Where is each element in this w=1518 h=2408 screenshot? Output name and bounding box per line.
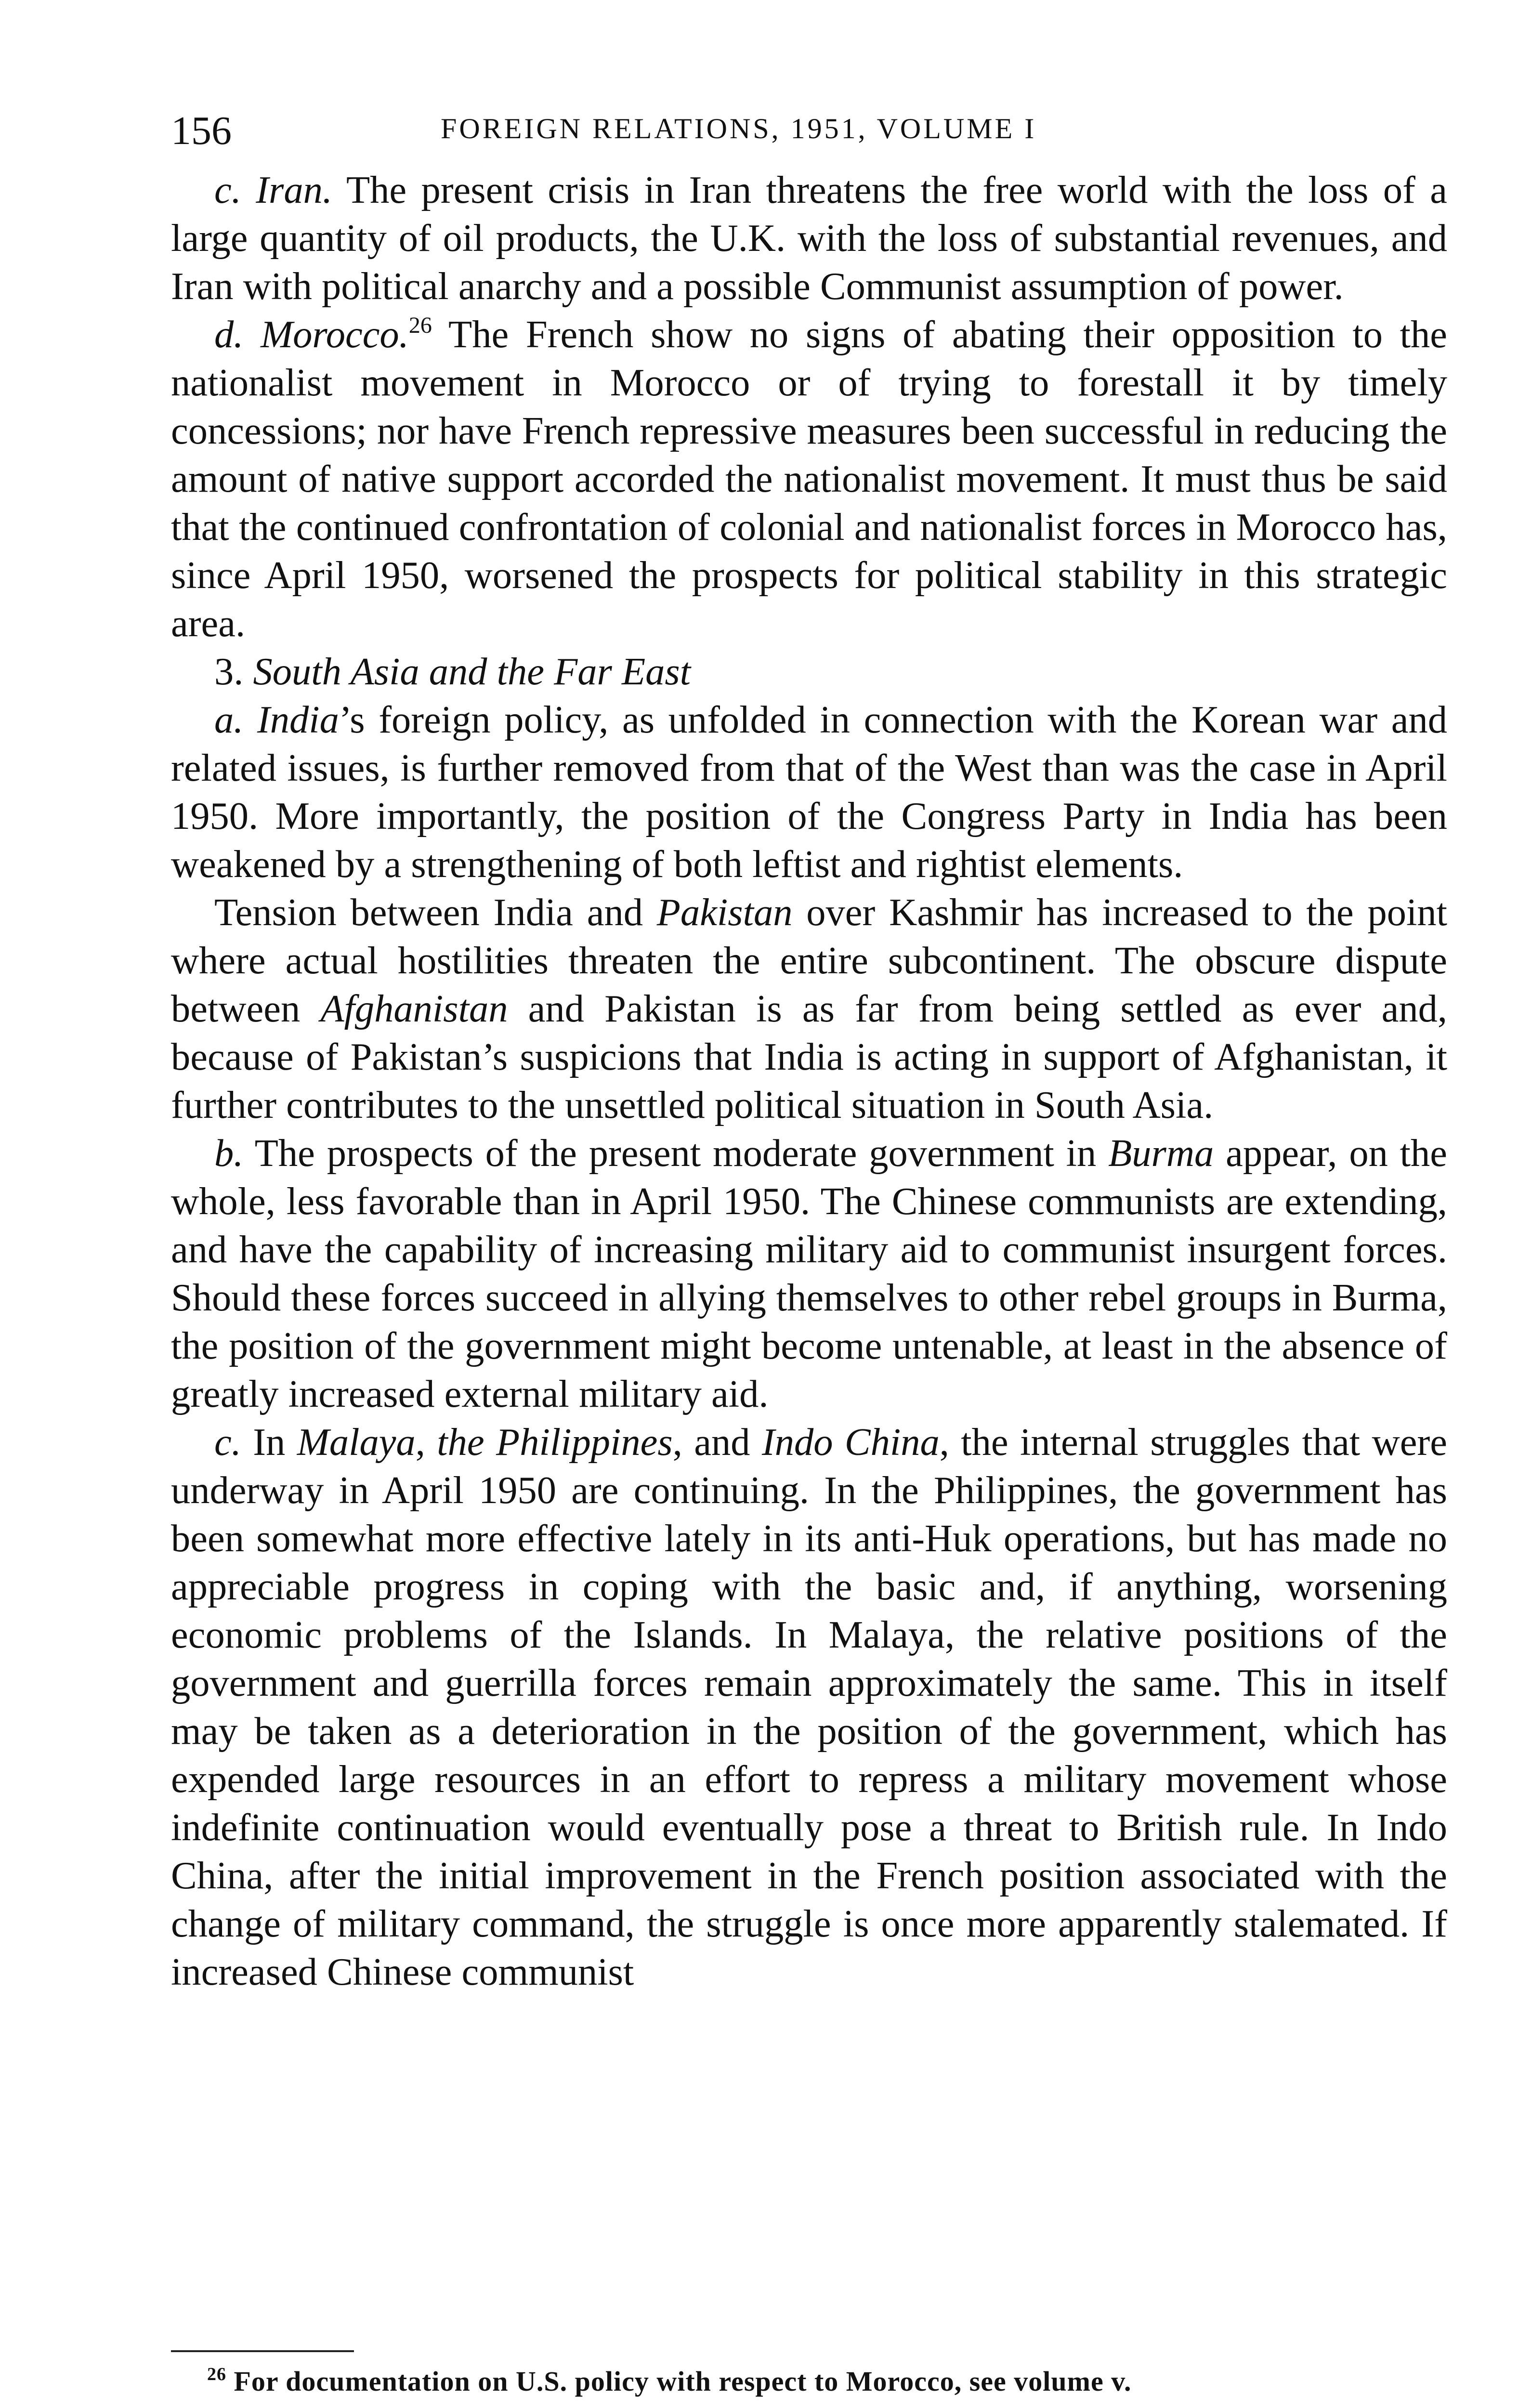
paragraph-southeast-asia: [171, 1418, 1447, 1996]
kashmir-text-3: and Pakistan is as far from being settled as ever and, because of Pakistan’s suspicions that India is acting in support of Afghanistan, it further contributes to the unsettled political situation in South Asia.: [171, 987, 1447, 1126]
footnote: [207, 2362, 1440, 2401]
burma-text-2: appear, on the whole, less favorable than in April 1950. The Chinese communists are extending, and have the capability of increasing military aid to communist insurgent forces. Should these forces succeed in allying themselves to other rebel groups in Burma, the position of the government might become untenable, at least in the absence of greatly increased external military aid.: [171, 1132, 1448, 1415]
paragraph-iran: [171, 166, 1447, 311]
india-text: ’s foreign policy, as unfolded in connection with the Korean war and related issues, is further removed from that of the West than was the case in April 1950. More importantly, the position of the Congress Party in India has been weakened by a strengthening of both leftist and rightist elements.: [171, 698, 1447, 886]
kashmir-text-2: over Kashmir has increased to the point where actual hostilities threaten the entire subcontinent. The obscure dispute between: [171, 891, 1448, 1030]
southeast-asia-text-2: , the internal struggles that were underway in April 1950 are continuing. In the Philippines, the government has been somewhat more effective lately in its anti-Huk operations, but has made no appreciable progress in coping with the basic and, if anything, worsening economic problems of the Islands. In Malaya, the relative positions of the government and guerrilla forces remain approximately the same. This in itself may be taken as a deterioration in the position of the government, which has expended large resources in an effort to repress a military movement whose indefinite continuation would eventually pose a threat to British rule. In Indo China, after the initial improvement in the French position associated with the change of military command, the struggle is once more apparently stalemated. If increased Chinese communist: [171, 1421, 1447, 1993]
iran-text: The present crisis in Iran threatens the free world with the loss of a large quantity of oil products, the U.K. with the loss of substantial revenues, and Iran with political anarchy and a possible Communist assumption of power.: [171, 169, 1447, 308]
paragraph-burma: [171, 1129, 1447, 1418]
paragraph-kashmir: [171, 889, 1447, 1129]
footnote-number: 26: [207, 2364, 226, 2384]
footnote-text: For documentation on U.S. policy with respect to Morocco, see volume v.: [226, 2366, 1132, 2397]
burma-label: b.: [214, 1132, 244, 1175]
running-head: FOREIGN RELATIONS, 1951, VOLUME I: [441, 113, 1037, 144]
burma-country: Burma: [1108, 1132, 1214, 1175]
page-header: [171, 99, 1447, 157]
separator-2: , and: [672, 1421, 762, 1464]
paragraph-morocco: [171, 311, 1447, 648]
india-label: a.: [214, 698, 244, 741]
malaya-country: Malaya: [297, 1421, 416, 1464]
body-text: [171, 166, 1447, 1996]
separator-1: ,: [415, 1421, 437, 1464]
section-heading-south-asia: [171, 648, 1447, 696]
southeast-asia-text-1: In: [241, 1421, 297, 1464]
paragraph-india: [171, 696, 1447, 889]
philippines-country: the Philippines: [437, 1421, 673, 1464]
burma-text-1: The prospects of the present moderate government in: [243, 1132, 1109, 1175]
section-title: South Asia and the Far East: [253, 650, 691, 693]
section-number: 3.: [214, 650, 244, 693]
pakistan-country: Pakistan: [656, 891, 793, 934]
morocco-text: The French show no signs of abating their opposition to the nationalist movement in Morocco or of trying to forestall it by timely concessions; nor have French repressive measures been successful in reducing the amount of native support accorded the nationalist movement. It must thus be said that the continued confrontation of colonial and nationalist forces in Morocco has, since April 1950, worsened the prospects for political stability in this strategic area.: [171, 313, 1448, 645]
iran-country: Iran.: [256, 169, 333, 211]
kashmir-text-1: Tension between India and: [214, 891, 657, 934]
afghanistan-country: Afghanistan: [320, 987, 508, 1030]
footnote-divider: [171, 2350, 354, 2352]
india-country: India: [257, 698, 339, 741]
southeast-asia-label: c.: [214, 1421, 241, 1464]
document-page: [171, 99, 1447, 1996]
page-number: 156: [171, 108, 232, 153]
morocco-label: d.: [214, 313, 244, 356]
morocco-country: Morocco.: [261, 313, 409, 356]
indochina-country: Indo China: [761, 1421, 940, 1464]
iran-label: c.: [214, 169, 241, 211]
footnote-reference: 26: [408, 313, 432, 338]
